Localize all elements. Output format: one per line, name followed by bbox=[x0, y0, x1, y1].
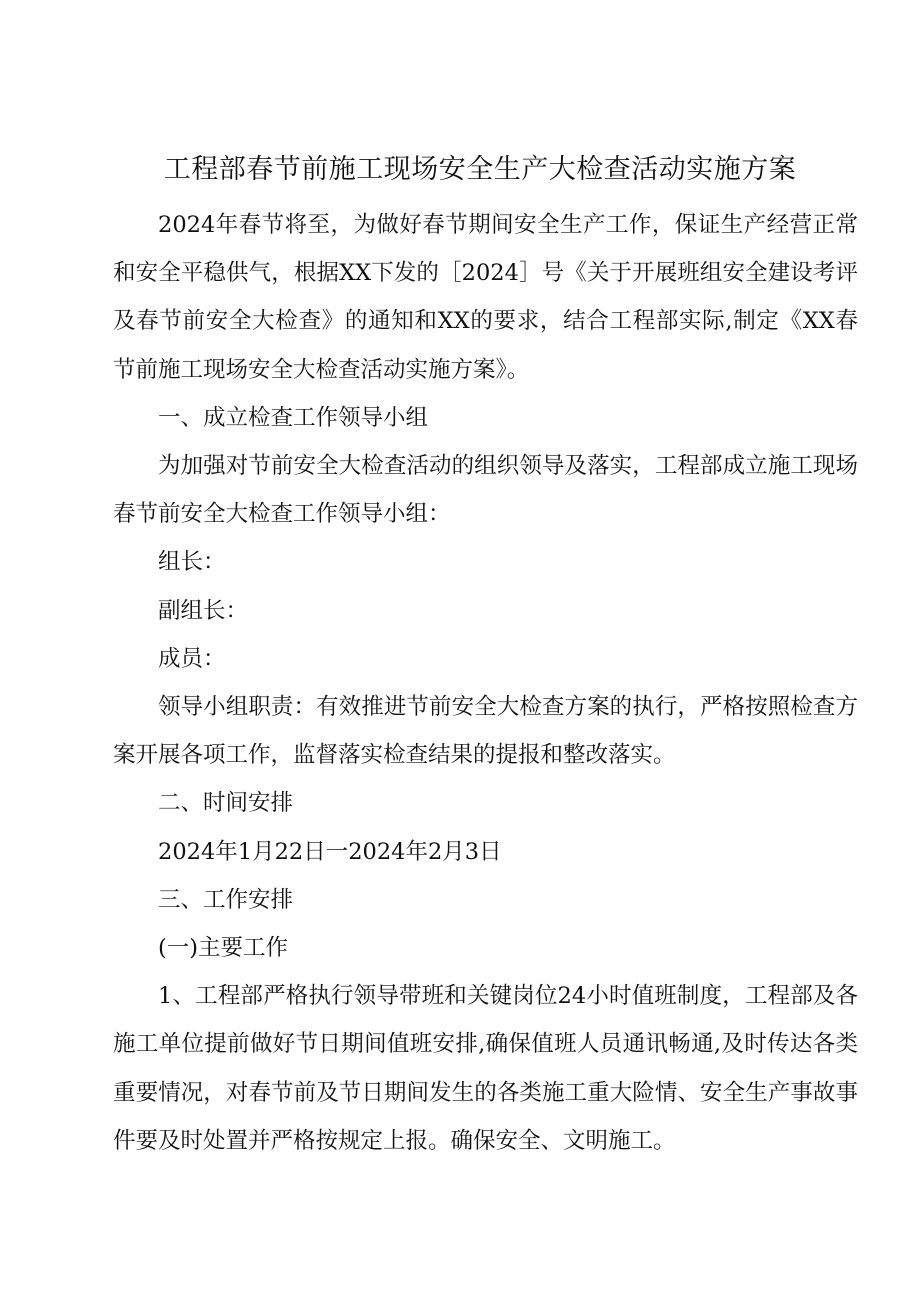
section-heading-work-arrangement: 三、工作安排 bbox=[158, 886, 294, 913]
document-title: 工程部春节前施工现场安全生产大检查活动实施方案 bbox=[163, 154, 797, 185]
leader-line: 组长： bbox=[158, 549, 226, 576]
intro-paragraph: 2024年春节将至，为做好春节期间安全生产工作，保证生产经营正常和安全平稳供气，根据XX下发的［2024］号《关于开展班组安全建设考评及春节前安全大检查》的通知和XX的要求，结合工程部实际,制定《XX春节前施工现场安全大检查活动实施方案》。 bbox=[113, 212, 858, 383]
duties-paragraph: 领导小组职责：有效推进节前安全大检查方案的执行，严格按照检查方案开展各项工作，监督落实检查结果的提报和整改落实。 bbox=[113, 694, 858, 769]
section-heading-leadership-group: 一、成立检查工作领导小组 bbox=[158, 404, 429, 431]
group-intro-paragraph: 为加强对节前安全大检查活动的组织领导及落实，工程部成立施工现场春节前安全大检查工作领导小组： bbox=[113, 453, 858, 528]
section-heading-schedule: 二、时间安排 bbox=[158, 790, 294, 817]
subheading-main-work: (一)主要工作 bbox=[158, 935, 289, 962]
schedule-dates: 2024年1月22日一2024年2月3日 bbox=[158, 838, 502, 865]
deputy-leader-line: 副组长： bbox=[158, 597, 249, 624]
members-line: 成员： bbox=[158, 645, 226, 672]
work-item-1: 1、工程部严格执行领导带班和关键岗位24小时值班制度，工程部及各施工单位提前做好节日期间值班安排,确保值班人员通讯畅通,及时传达各类重要情况，对春节前及节日期间发生的各类施工重大险情、安全生产事故事件要及时处置并严格按规定上报。确保安全、文明施工。 bbox=[113, 983, 858, 1154]
document-body bbox=[113, 201, 858, 1165]
